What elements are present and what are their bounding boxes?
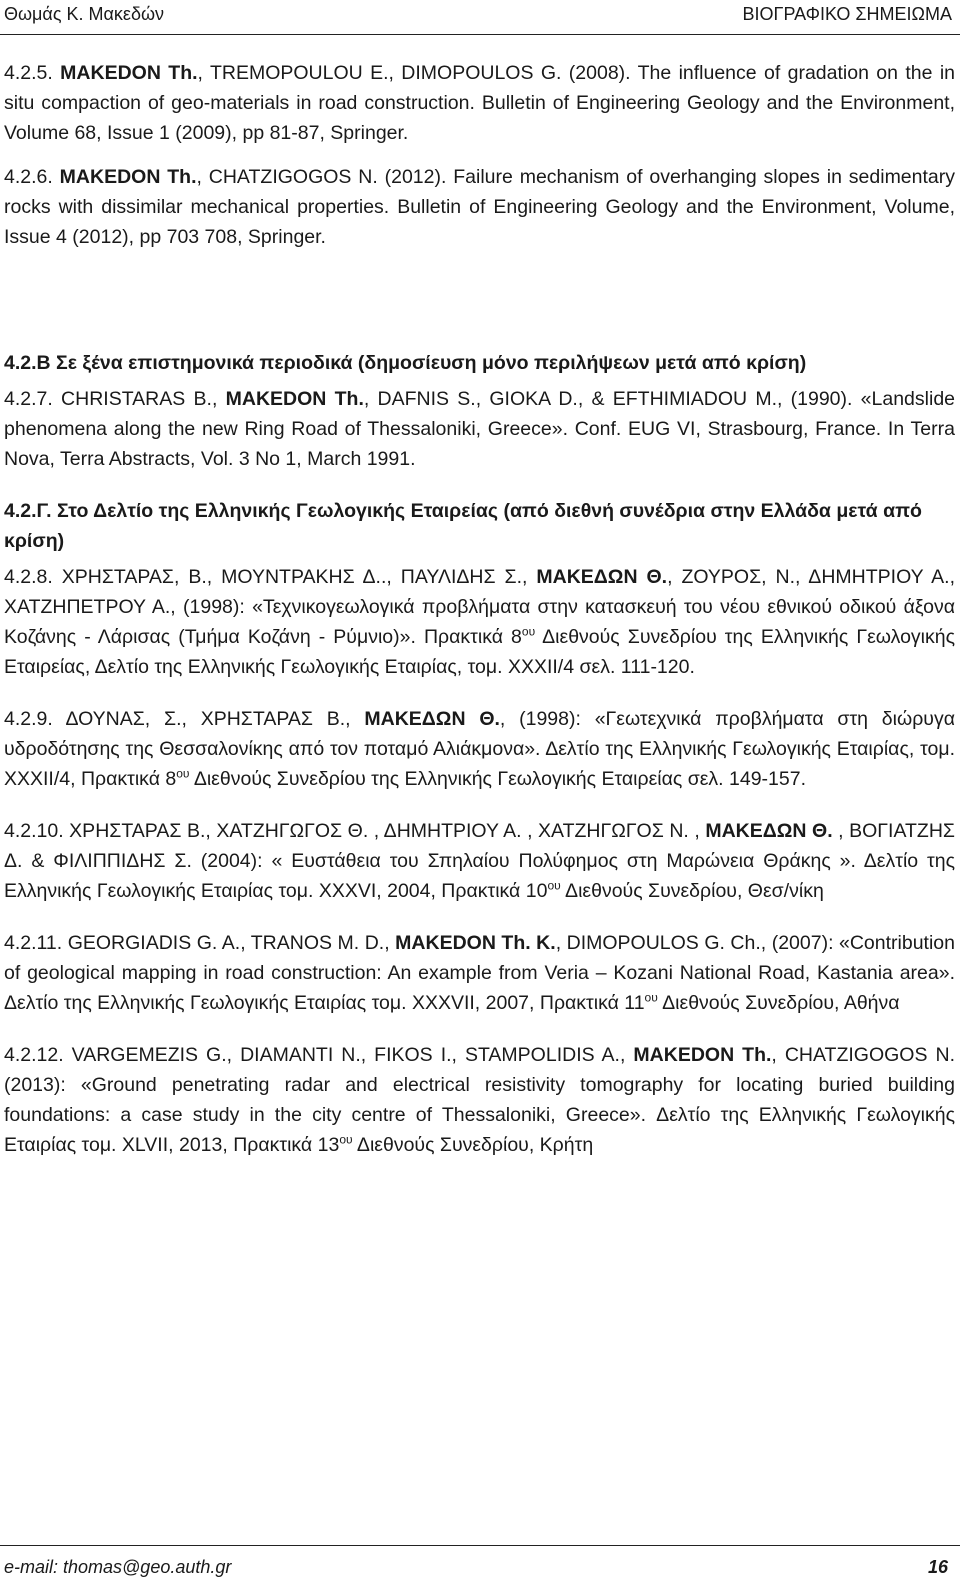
header-doc-title: ΒΙΟΓΡΑΦΙΚΟ ΣΗΜΕΙΩΜΑ [742, 4, 952, 24]
entry-text: , DIMOPOULOS G. Ch., (2007): «Contribution of geological mapping in road construction: An example from Veria – Kozani National Road, Kastania area». Δελτίο της Ελληνικής Γεωλογικής Εταιρίας τομ. XXXVII, 2007, Πρακτικά 11 [4, 932, 955, 1014]
entry-text: , DAFNIS S., GIOKA D., & EFTHIMIADOU M., (1990). «Landslide phenomena along the new Ring Road of Thessaloniki, Greece». Conf. EUG VI, Strasbourg, France. In Terra Nova, Terra Abstracts, Vol. 3 No 1, March 1991. [4, 388, 956, 470]
entry-author-highlight: MAKEDON Th. [60, 62, 198, 84]
superscript: ου [176, 766, 190, 781]
entry-text: 4.2.8. ΧΡΗΣΤΑΡΑΣ, Β., ΜΟΥΝΤΡΑΚΗΣ Δ.., ΠΑΥΛΙΔΗΣ Σ., [4, 566, 537, 588]
entry-number: 4.2.5. [4, 62, 53, 84]
entry-text: Διεθνούς Συνεδρίου της Ελληνικής Γεωλογικής Εταιρείας, Δελτίο της Ελληνικής Γεωλογικής Εταιρίας, τομ. XXXII/4 σελ. 111-120. [4, 626, 955, 678]
page-number: 16 [927, 1557, 948, 1577]
entry-text: , ΖΟΥΡΟΣ, Ν., ΔΗΜΗΤΡΙΟΥ Α., ΧΑΤΖΗΠΕΤΡΟΥ Α., (1998): «Τεχνικογεωλογικά προβλήματα στην κατασκευή του νέου εθνικού οδικού άξονα Κοζάνης - Λάρισας (Τμήμα Κοζάνη - Ρύμνιο)». Πρακτικά 8 [4, 566, 955, 648]
section-heading: 4.2.Β Σε ξένα επιστημονικά περιοδικά (δημοσίευση μόνο περιλήψεων μετά από κρίση) [4, 352, 807, 374]
entry-number: 4.2.6. [4, 166, 53, 188]
entry-text: Διεθνούς Συνεδρίου, Θεσ/νίκη [560, 880, 824, 902]
entry-author-highlight: MAKEDON Th. [225, 388, 364, 410]
header-rule [0, 34, 960, 35]
entry-text: 4.2.11. GEORGIADIS G. A., TRANOS M. D., [4, 932, 396, 954]
footer-rule [0, 1545, 960, 1546]
superscript: ου [547, 878, 561, 893]
publication-entry [4, 816, 955, 906]
entry-text: 4.2.9. ΔΟΥΝΑΣ, Σ., ΧΡΗΣΤΑΡΑΣ Β., [4, 708, 365, 730]
superscript: ου [644, 990, 658, 1005]
entry-text: Διεθνούς Συνεδρίου, Αθήνα [657, 992, 900, 1014]
header-author: Θωμάς Κ. Μακεδών [4, 4, 165, 24]
page-header [0, 0, 960, 34]
entry-author-highlight: ΜΑΚΕΔΩΝ Θ. [536, 566, 668, 588]
entry-author-highlight: MAKEDON Th. [633, 1044, 772, 1066]
entry-text: , CHATZIGOGOS N. (2012). Failure mechanism of overhanging slopes in sedimentary rocks with dissimilar mechanical properties. Bulletin of Engineering Geology and the Environment, Volume, Issue 4 (2012), pp 703 708, Springer. [4, 166, 956, 248]
superscript: ου [339, 1132, 353, 1147]
publication-entry [4, 562, 955, 682]
publication-entry [4, 704, 955, 794]
entry-text: 4.2.10. ΧΡΗΣΤΑΡΑΣ Β., ΧΑΤΖΗΓΩΓΟΣ Θ. , ΔΗΜΗΤΡΙΟΥ Α. , ΧΑΤΖΗΓΩΓΟΣ Ν. , [4, 820, 706, 842]
entry-author-highlight: MAKEDON Th. [59, 166, 197, 188]
entry-text: , (1998): «Γεωτεχνικά προβλήματα στη διώρυγα υδροδότησης της Θεσσαλονίκης από τον ποταμό Αλιάκμονα». Δελτίο της Ελληνικής Γεωλογικής Εταιρίας, τομ. XXXII/4, Πρακτικά 8 [4, 708, 955, 790]
entry-text: , ΒΟΓΙΑΤΖΗΣ Δ. & ΦΙΛΙΠΠΙΔΗΣ Σ. (2004): « Ευστάθεια του Σπηλαίου Πολύφημος στη Μαρώνεια Θράκης ». Δελτίο της Ελληνικής Γεωλογικής Εταιρίας τομ. XXXVI, 2004, Πρακτικά 10 [4, 820, 955, 902]
document-body [4, 58, 955, 1160]
entry-text: 4.2.7. CHRISTARAS B., [4, 388, 226, 410]
footer-email: e-mail: thomas@geo.auth.gr [4, 1557, 232, 1577]
publication-entry [4, 928, 955, 1018]
publication-entry [4, 58, 955, 148]
entry-text: 4.2.12. VARGEMEZIS G., DIAMANTI N., FIKOS I., STAMPOLIDIS A., [4, 1044, 634, 1066]
entry-text: Διεθνούς Συνεδρίου, Κρήτη [352, 1134, 594, 1156]
entry-text: , TREMOPOULOU E., DIMOPOULOS G. (2008). The influence of gradation on the in situ compaction of geo-materials in road construction. Bulletin of Engineering Geology and the Environment, Volume 68, Issue 1 (2009), pp 81-87, Springer. [4, 62, 955, 144]
publication-entry [4, 162, 955, 252]
entry-author-highlight: MAKEDON Th. K. [395, 932, 556, 954]
publication-entry [4, 384, 955, 474]
section-heading: 4.2.Γ. Στο Δελτίο της Ελληνικής Γεωλογικής Εταιρείας (από διεθνή συνέδρια στην Ελλάδα μετά από κρίση) [4, 500, 922, 552]
publication-entry [4, 1040, 955, 1160]
page-footer [0, 1545, 960, 1589]
entry-text: Διεθνούς Συνεδρίου της Ελληνικής Γεωλογικής Εταιρείας σελ. 149-157. [189, 768, 806, 790]
superscript: ου [521, 624, 536, 639]
entry-text: , CHATZIGOGOS N. (2013): «Ground penetrating radar and electrical resistivity tomography for locating buried building foundations: a case study in the city centre of Thessaloniki, Greece». Δελτίο της Ελληνικής Γεωλογικής Εταιρίας τομ. XLVII, 2013, Πρακτικά 13 [4, 1044, 955, 1156]
entry-author-highlight: ΜΑΚΕΔΩΝ Θ. [364, 708, 500, 730]
entry-author-highlight: ΜΑΚΕΔΩΝ Θ. [705, 820, 833, 842]
